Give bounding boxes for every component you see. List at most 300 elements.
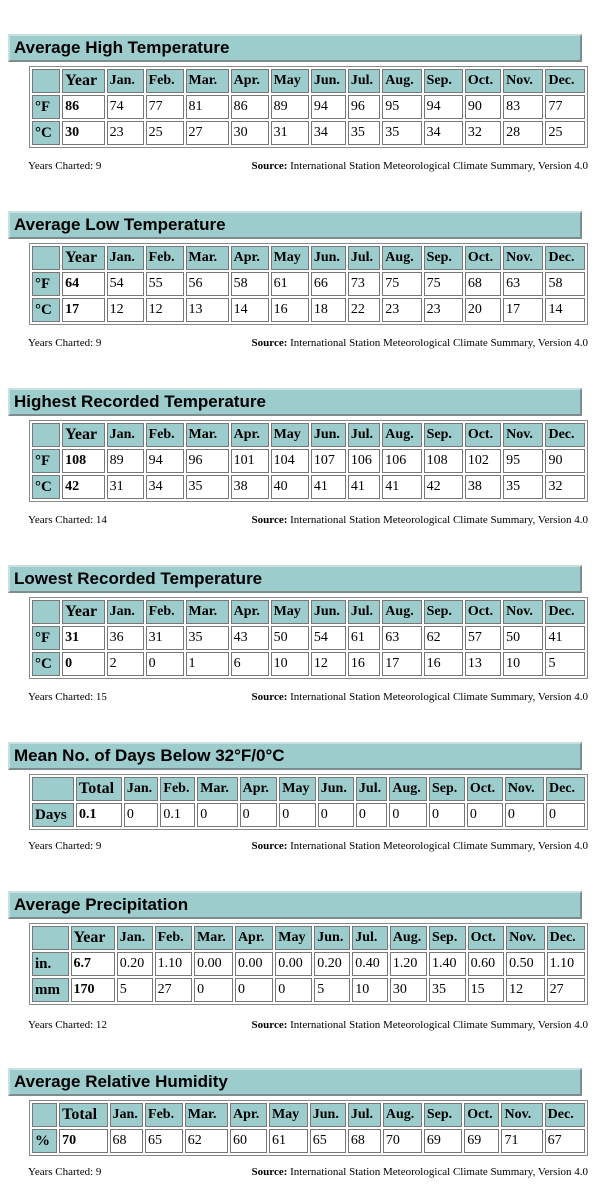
value-cell: 36 [107, 626, 144, 650]
total-cell: 6.7 [71, 952, 115, 976]
value-cell: 0 [279, 803, 316, 827]
month-header: Jul. [348, 1103, 381, 1127]
table-row [32, 652, 585, 676]
source-text: International Station Meteorological Climate Summary, Version 4.0 [290, 840, 588, 852]
month-header: Sep. [429, 777, 465, 801]
source-label: Source: [251, 337, 288, 349]
value-cell: 69 [464, 1129, 499, 1153]
value-cell: 16 [424, 652, 463, 676]
value-cell: 1.20 [390, 952, 427, 976]
header-row [32, 926, 585, 950]
source-text: International Station Meteorological Climate Summary, Version 4.0 [290, 691, 588, 703]
value-cell: 16 [348, 652, 380, 676]
month-header: Mar. [186, 246, 229, 270]
value-cell: 30 [231, 121, 269, 145]
source-label: Source: [251, 1019, 288, 1031]
value-cell: 2 [107, 652, 144, 676]
value-cell: 28 [503, 121, 543, 145]
value-cell: 0 [429, 803, 465, 827]
value-cell: 18 [311, 298, 346, 322]
month-header: May [269, 1103, 308, 1127]
month-header: Dec. [545, 246, 585, 270]
value-cell: 10 [271, 652, 309, 676]
source-note [252, 1019, 588, 1031]
value-cell: 22 [348, 298, 380, 322]
value-cell: 0 [235, 978, 273, 1002]
value-cell: 27 [186, 121, 229, 145]
month-header: Feb. [146, 69, 184, 93]
value-cell: 10 [503, 652, 543, 676]
value-cell: 68 [465, 272, 501, 296]
value-cell: 95 [503, 449, 543, 473]
table-row [32, 449, 585, 473]
table-row [32, 1129, 585, 1153]
month-header: Mar. [186, 69, 229, 93]
years-charted: Years Charted: 12 [28, 1019, 107, 1031]
value-cell: 32 [545, 475, 585, 499]
value-cell: 38 [465, 475, 501, 499]
header-cell: Year [71, 926, 115, 950]
value-cell: 104 [271, 449, 309, 473]
total-cell: 17 [62, 298, 104, 322]
table-row [32, 475, 585, 499]
month-header: Apr. [235, 926, 273, 950]
value-cell: 5 [314, 978, 350, 1002]
month-header: May [271, 423, 309, 447]
month-header: Jun. [311, 600, 346, 624]
month-header: Dec. [547, 926, 585, 950]
value-cell: 41 [311, 475, 346, 499]
value-cell: 16 [271, 298, 309, 322]
value-cell: 0 [275, 978, 312, 1002]
value-cell: 57 [465, 626, 501, 650]
value-cell: 65 [310, 1129, 346, 1153]
month-header: Sep. [424, 600, 463, 624]
value-cell: 0 [467, 803, 503, 827]
total-cell: 0.1 [76, 803, 122, 827]
corner-cell [32, 1103, 57, 1127]
table-row [32, 298, 585, 322]
value-cell: 55 [146, 272, 184, 296]
value-cell: 13 [186, 298, 229, 322]
month-header: Aug. [382, 600, 421, 624]
month-header: Dec. [545, 600, 585, 624]
total-cell: 86 [62, 95, 104, 119]
value-cell: 0.50 [506, 952, 544, 976]
value-cell: 0.1 [160, 803, 195, 827]
month-header: Jan. [110, 1103, 144, 1127]
value-cell: 0 [389, 803, 427, 827]
value-cell: 0 [318, 803, 354, 827]
month-header: Aug. [382, 69, 421, 93]
value-cell: 65 [145, 1129, 183, 1153]
header-row [32, 1103, 585, 1127]
month-header: Mar. [186, 600, 229, 624]
data-table [29, 420, 588, 502]
month-header: Apr. [240, 777, 278, 801]
value-cell: 77 [146, 95, 184, 119]
table-row [32, 95, 585, 119]
month-header: May [279, 777, 316, 801]
value-cell: 58 [231, 272, 269, 296]
value-cell: 81 [186, 95, 229, 119]
value-cell: 62 [185, 1129, 228, 1153]
value-cell: 0.20 [314, 952, 350, 976]
month-header: Oct. [465, 423, 501, 447]
month-header: Apr. [231, 69, 269, 93]
month-header: Nov. [503, 423, 543, 447]
value-cell: 50 [271, 626, 309, 650]
value-cell: 70 [383, 1129, 422, 1153]
header-row [32, 777, 585, 801]
value-cell: 77 [545, 95, 585, 119]
value-cell: 41 [348, 475, 380, 499]
month-header: Mar. [197, 777, 237, 801]
section-title: Average Relative Humidity [8, 1068, 582, 1096]
climate-section [8, 565, 588, 710]
value-cell: 12 [146, 298, 184, 322]
month-header: Jun. [311, 246, 346, 270]
value-cell: 23 [382, 298, 421, 322]
value-cell: 23 [107, 121, 144, 145]
month-header: Aug. [389, 777, 427, 801]
value-cell: 1.10 [155, 952, 193, 976]
data-table [29, 923, 588, 1005]
value-cell: 54 [311, 626, 346, 650]
value-cell: 107 [311, 449, 346, 473]
value-cell: 69 [424, 1129, 462, 1153]
value-cell: 102 [465, 449, 501, 473]
value-cell: 1 [186, 652, 229, 676]
month-header: Oct. [467, 777, 503, 801]
value-cell: 30 [390, 978, 427, 1002]
month-header: May [271, 246, 309, 270]
value-cell: 106 [348, 449, 380, 473]
header-cell: Year [62, 246, 104, 270]
value-cell: 1.40 [429, 952, 466, 976]
month-header: Aug. [390, 926, 427, 950]
total-cell: 30 [62, 121, 104, 145]
value-cell: 1.10 [547, 952, 585, 976]
corner-cell [32, 69, 60, 93]
month-header: Sep. [429, 926, 466, 950]
total-cell: 0 [62, 652, 104, 676]
month-header: Dec. [545, 1103, 585, 1127]
month-header: Nov. [503, 69, 543, 93]
value-cell: 63 [382, 626, 421, 650]
value-cell: 5 [117, 978, 153, 1002]
table-row [32, 626, 585, 650]
month-header: Jul. [348, 246, 380, 270]
value-cell: 0 [197, 803, 237, 827]
source-note [252, 691, 588, 703]
month-header: Sep. [424, 69, 463, 93]
month-header: Feb. [146, 423, 184, 447]
header-cell: Total [76, 777, 122, 801]
header-row [32, 246, 585, 270]
value-cell: 94 [146, 449, 184, 473]
month-header: Feb. [146, 246, 184, 270]
value-cell: 0 [546, 803, 585, 827]
month-header: Sep. [424, 246, 463, 270]
source-label: Source: [251, 160, 288, 172]
value-cell: 62 [424, 626, 463, 650]
total-cell: 108 [62, 449, 104, 473]
value-cell: 17 [382, 652, 421, 676]
value-cell: 90 [465, 95, 501, 119]
value-cell: 32 [465, 121, 501, 145]
value-cell: 74 [107, 95, 144, 119]
month-header: Apr. [231, 423, 269, 447]
value-cell: 56 [186, 272, 229, 296]
source-note [252, 514, 588, 526]
section-title: Average High Temperature [8, 34, 582, 62]
month-header: Nov. [503, 246, 543, 270]
climate-section [8, 1068, 588, 1183]
header-row [32, 600, 585, 624]
value-cell: 0 [194, 978, 233, 1002]
value-cell: 75 [382, 272, 421, 296]
month-header: Nov. [503, 600, 543, 624]
value-cell: 43 [231, 626, 269, 650]
value-cell: 96 [186, 449, 229, 473]
month-header: May [271, 600, 309, 624]
table-row [32, 121, 585, 145]
month-header: Jul. [352, 926, 388, 950]
month-header: Oct. [465, 69, 501, 93]
month-header: Oct. [464, 1103, 499, 1127]
month-header: Feb. [160, 777, 195, 801]
month-header: Apr. [231, 246, 269, 270]
value-cell: 106 [382, 449, 421, 473]
month-header: Jan. [107, 600, 144, 624]
source-note [252, 1166, 588, 1178]
source-note [252, 840, 588, 852]
value-cell: 31 [271, 121, 309, 145]
value-cell: 0 [505, 803, 544, 827]
value-cell: 35 [186, 475, 229, 499]
value-cell: 75 [424, 272, 463, 296]
total-cell: 170 [71, 978, 115, 1002]
value-cell: 83 [503, 95, 543, 119]
value-cell: 40 [271, 475, 309, 499]
month-header: Dec. [546, 777, 585, 801]
value-cell: 42 [424, 475, 463, 499]
value-cell: 0.00 [194, 952, 233, 976]
section-title: Mean No. of Days Below 32°F/0°C [8, 742, 582, 770]
value-cell: 14 [545, 298, 585, 322]
value-cell: 61 [348, 626, 380, 650]
climate-section [8, 891, 588, 1036]
value-cell: 34 [424, 121, 463, 145]
row-label: in. [32, 952, 69, 976]
value-cell: 14 [231, 298, 269, 322]
years-charted: Years Charted: 9 [28, 1166, 102, 1178]
row-label: °F [32, 272, 60, 296]
value-cell: 34 [311, 121, 346, 145]
header-row [32, 423, 585, 447]
month-header: Jul. [348, 69, 380, 93]
value-cell: 101 [231, 449, 269, 473]
source-text: International Station Meteorological Climate Summary, Version 4.0 [290, 514, 588, 526]
value-cell: 25 [545, 121, 585, 145]
years-charted: Years Charted: 14 [28, 514, 107, 526]
table-row [32, 803, 585, 827]
row-label: mm [32, 978, 69, 1002]
month-header: Apr. [231, 600, 269, 624]
value-cell: 96 [348, 95, 380, 119]
value-cell: 94 [311, 95, 346, 119]
row-label: °F [32, 626, 60, 650]
value-cell: 94 [424, 95, 463, 119]
month-header: Feb. [146, 600, 184, 624]
row-label: °C [32, 121, 60, 145]
value-cell: 15 [468, 978, 505, 1002]
table-row [32, 952, 585, 976]
row-label: °F [32, 95, 60, 119]
source-label: Source: [251, 1166, 288, 1178]
value-cell: 6 [231, 652, 269, 676]
month-header: Jul. [356, 777, 388, 801]
corner-cell [32, 600, 60, 624]
value-cell: 0 [356, 803, 388, 827]
month-header: Jul. [348, 423, 380, 447]
row-label: °C [32, 298, 60, 322]
value-cell: 41 [545, 626, 585, 650]
value-cell: 73 [348, 272, 380, 296]
header-cell: Total [59, 1103, 107, 1127]
month-header: May [275, 926, 312, 950]
month-header: Dec. [545, 69, 585, 93]
value-cell: 38 [231, 475, 269, 499]
header-cell: Year [62, 69, 104, 93]
month-header: Nov. [501, 1103, 542, 1127]
value-cell: 60 [230, 1129, 267, 1153]
month-header: Jan. [107, 246, 144, 270]
month-header: Sep. [424, 1103, 462, 1127]
value-cell: 86 [231, 95, 269, 119]
total-cell: 64 [62, 272, 104, 296]
value-cell: 41 [382, 475, 421, 499]
value-cell: 17 [503, 298, 543, 322]
climate-section [8, 34, 588, 179]
month-header: Jan. [107, 423, 144, 447]
value-cell: 23 [424, 298, 463, 322]
month-header: Sep. [424, 423, 463, 447]
month-header: Jun. [310, 1103, 346, 1127]
month-header: Mar. [186, 423, 229, 447]
years-charted: Years Charted: 9 [28, 160, 102, 172]
value-cell: 66 [311, 272, 346, 296]
month-header: Apr. [230, 1103, 267, 1127]
value-cell: 35 [186, 626, 229, 650]
source-note [252, 160, 588, 172]
value-cell: 34 [146, 475, 184, 499]
value-cell: 71 [501, 1129, 542, 1153]
header-cell: Year [62, 423, 104, 447]
source-note [252, 337, 588, 349]
value-cell: 35 [382, 121, 421, 145]
value-cell: 0 [124, 803, 159, 827]
corner-cell [32, 246, 60, 270]
month-header: Jun. [311, 423, 346, 447]
value-cell: 35 [429, 978, 466, 1002]
total-cell: 42 [62, 475, 104, 499]
source-text: International Station Meteorological Climate Summary, Version 4.0 [290, 1166, 588, 1178]
row-label: % [32, 1129, 57, 1153]
value-cell: 90 [545, 449, 585, 473]
value-cell: 12 [107, 298, 144, 322]
source-text: International Station Meteorological Climate Summary, Version 4.0 [290, 337, 588, 349]
value-cell: 95 [382, 95, 421, 119]
value-cell: 0.40 [352, 952, 388, 976]
value-cell: 67 [545, 1129, 585, 1153]
month-header: Aug. [382, 423, 421, 447]
month-header: Jun. [314, 926, 350, 950]
month-header: Oct. [465, 246, 501, 270]
value-cell: 0 [146, 652, 184, 676]
data-table [29, 597, 588, 679]
month-header: Nov. [506, 926, 544, 950]
years-charted: Years Charted: 9 [28, 840, 102, 852]
value-cell: 54 [107, 272, 144, 296]
value-cell: 35 [503, 475, 543, 499]
data-table [29, 66, 588, 148]
value-cell: 27 [547, 978, 585, 1002]
value-cell: 61 [269, 1129, 308, 1153]
data-table [29, 243, 588, 325]
month-header: Mar. [194, 926, 233, 950]
years-charted: Years Charted: 9 [28, 337, 102, 349]
section-title: Lowest Recorded Temperature [8, 565, 582, 593]
source-text: International Station Meteorological Climate Summary, Version 4.0 [290, 160, 588, 172]
section-title: Highest Recorded Temperature [8, 388, 582, 416]
climate-section [8, 742, 588, 857]
value-cell: 31 [107, 475, 144, 499]
value-cell: 0.00 [275, 952, 312, 976]
value-cell: 12 [311, 652, 346, 676]
value-cell: 0.60 [468, 952, 505, 976]
value-cell: 0 [240, 803, 278, 827]
years-charted: Years Charted: 15 [28, 691, 107, 703]
data-table [29, 774, 588, 830]
header-cell: Year [62, 600, 104, 624]
month-header: Jan. [107, 69, 144, 93]
month-header: Feb. [145, 1103, 183, 1127]
value-cell: 58 [545, 272, 585, 296]
row-label: °F [32, 449, 60, 473]
value-cell: 89 [271, 95, 309, 119]
month-header: May [271, 69, 309, 93]
corner-cell [32, 777, 74, 801]
value-cell: 35 [348, 121, 380, 145]
corner-cell [32, 423, 60, 447]
value-cell: 89 [107, 449, 144, 473]
month-header: Nov. [505, 777, 544, 801]
source-label: Source: [251, 514, 288, 526]
corner-cell [32, 926, 69, 950]
source-text: International Station Meteorological Climate Summary, Version 4.0 [290, 1019, 588, 1031]
value-cell: 12 [506, 978, 544, 1002]
total-cell: 70 [59, 1129, 107, 1153]
value-cell: 13 [465, 652, 501, 676]
value-cell: 50 [503, 626, 543, 650]
header-row [32, 69, 585, 93]
value-cell: 63 [503, 272, 543, 296]
month-header: Jul. [348, 600, 380, 624]
value-cell: 108 [424, 449, 463, 473]
row-label: °C [32, 475, 60, 499]
